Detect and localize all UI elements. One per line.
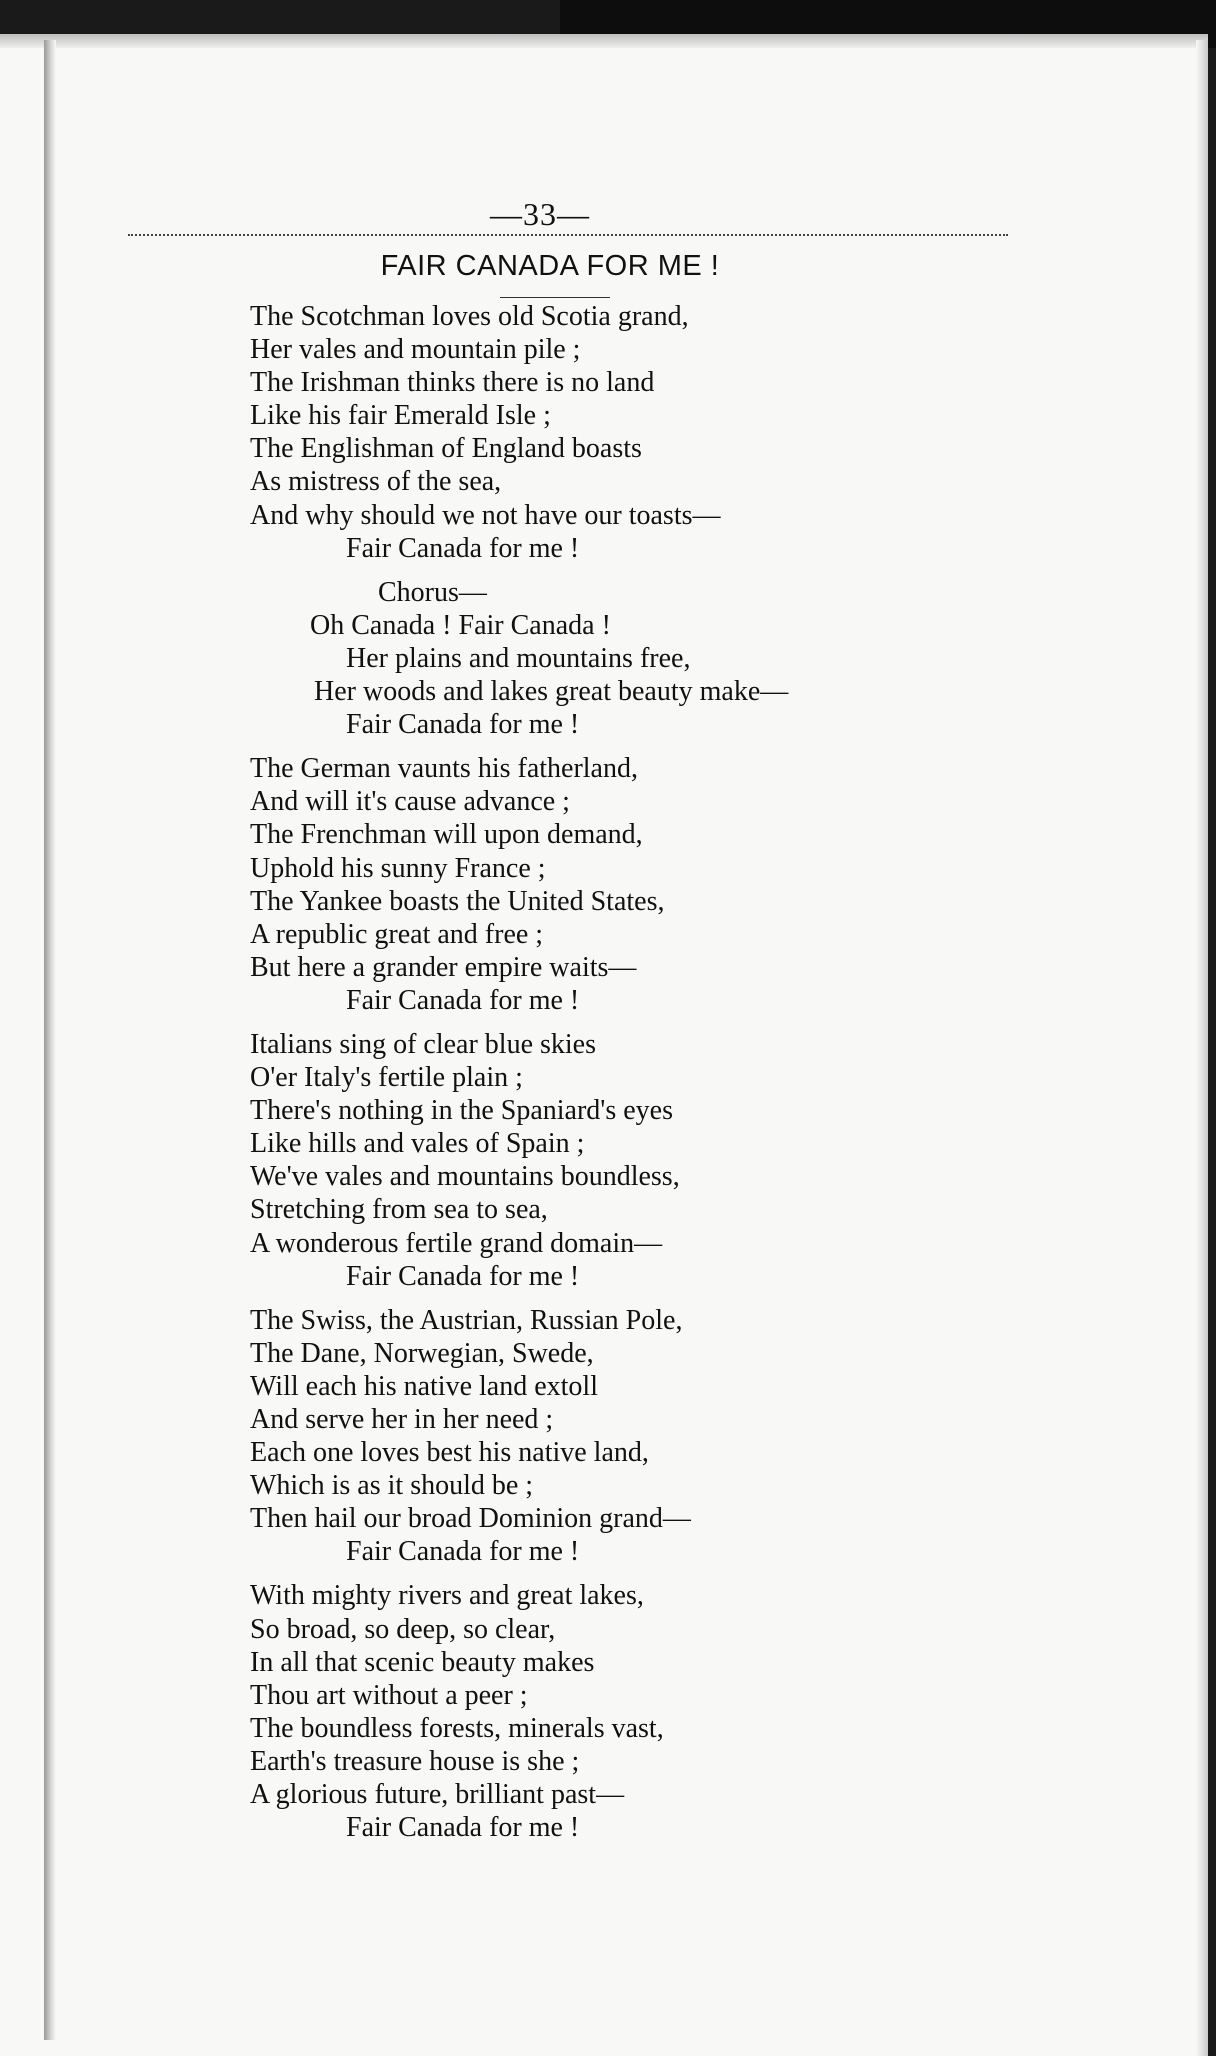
page-number: —33—: [490, 196, 590, 232]
refrain-line: Fair Canada for me !: [346, 1536, 580, 1568]
poem-line: A wonderous fertile grand domain—: [250, 1227, 663, 1259]
poem-line: As mistress of the sea,: [250, 466, 502, 498]
refrain-line: Fair Canada for me !: [346, 984, 580, 1016]
poem-line: Will each his native land extoll: [250, 1370, 598, 1402]
poem-line: The Frenchman will upon demand,: [250, 819, 643, 851]
refrain-line: Fair Canada for me !: [346, 1260, 580, 1292]
poem-line: Which is as it should be ;: [250, 1470, 534, 1502]
poem-line: But here a grander empire waits—: [250, 951, 637, 983]
stanza-4: [250, 1304, 1010, 1569]
poem-line: A republic great and free ;: [250, 918, 544, 950]
page-top-shadow: [0, 34, 1208, 48]
poem-line: Earth's treasure house is she ;: [250, 1745, 580, 1777]
poem-line: So broad, so deep, so clear,: [250, 1613, 556, 1645]
poem-title: FAIR CANADA FOR ME !: [380, 250, 720, 282]
stanza-1: [250, 300, 1010, 565]
poem-line: We've vales and mountains boundless,: [250, 1161, 680, 1193]
poem-line: There's nothing in the Spaniard's eyes: [250, 1095, 673, 1127]
poem-line: Her vales and mountain pile ;: [250, 334, 581, 366]
poem-line: In all that scenic beauty makes: [250, 1646, 595, 1678]
poem-line: Like hills and vales of Spain ;: [250, 1128, 585, 1160]
poem-line: Thou art without a peer ;: [250, 1679, 528, 1711]
refrain-line: Fair Canada for me !: [346, 532, 580, 564]
poem-body: [250, 300, 1010, 1844]
poem-line: Her woods and lakes great beauty make—: [314, 676, 789, 708]
stanza-5: [250, 1579, 1010, 1844]
poem-line: Oh Canada ! Fair Canada !: [310, 609, 611, 641]
poem-line: With mighty rivers and great lakes,: [250, 1580, 644, 1612]
poem-line: Her plains and mountains free,: [346, 642, 691, 674]
poem-line: And why should we not have our toasts—: [250, 499, 721, 531]
poem-line: And will it's cause advance ;: [250, 786, 570, 818]
poem-line: The Englishman of England boasts: [250, 433, 642, 465]
chorus-label: Chorus—: [378, 576, 487, 608]
refrain-line: Fair Canada for me !: [346, 1812, 580, 1844]
poem-line: Stretching from sea to sea,: [250, 1194, 548, 1226]
title-underline: [500, 297, 610, 298]
poem-line: The Yankee boasts the United States,: [250, 885, 665, 917]
stanza-3: [250, 1028, 1010, 1293]
chorus: [250, 576, 1010, 741]
poem-line: The Scotchman loves old Scotia grand,: [250, 301, 689, 332]
poem-line: The Swiss, the Austrian, Russian Pole,: [250, 1304, 683, 1336]
poem-line: O'er Italy's fertile plain ;: [250, 1062, 523, 1094]
page-binding-edge: [44, 40, 56, 2040]
poem-line: The boundless forests, minerals vast,: [250, 1712, 664, 1744]
poem-line: And serve her in her need ;: [250, 1404, 554, 1435]
poem-line: A glorious future, brilliant past—: [250, 1779, 625, 1811]
poem-line: Then hail our broad Dominion grand—: [250, 1503, 691, 1535]
poem-line: The Irishman thinks there is no land: [250, 367, 655, 399]
poem-line: Like his fair Emerald Isle ;: [250, 400, 551, 432]
poem-line: Italians sing of clear blue skies: [250, 1028, 597, 1060]
poem-line: The German vaunts his fatherland,: [250, 753, 638, 785]
header-rule: [128, 234, 1008, 236]
poem-line: Each one loves best his native land,: [250, 1437, 649, 1469]
refrain-line: Fair Canada for me !: [346, 709, 580, 741]
poem-line: Uphold his sunny France ;: [250, 852, 546, 884]
page-right-edge: [1196, 40, 1208, 2056]
poem-line: The Dane, Norwegian, Swede,: [250, 1337, 594, 1369]
stanza-2: [250, 752, 1010, 1017]
